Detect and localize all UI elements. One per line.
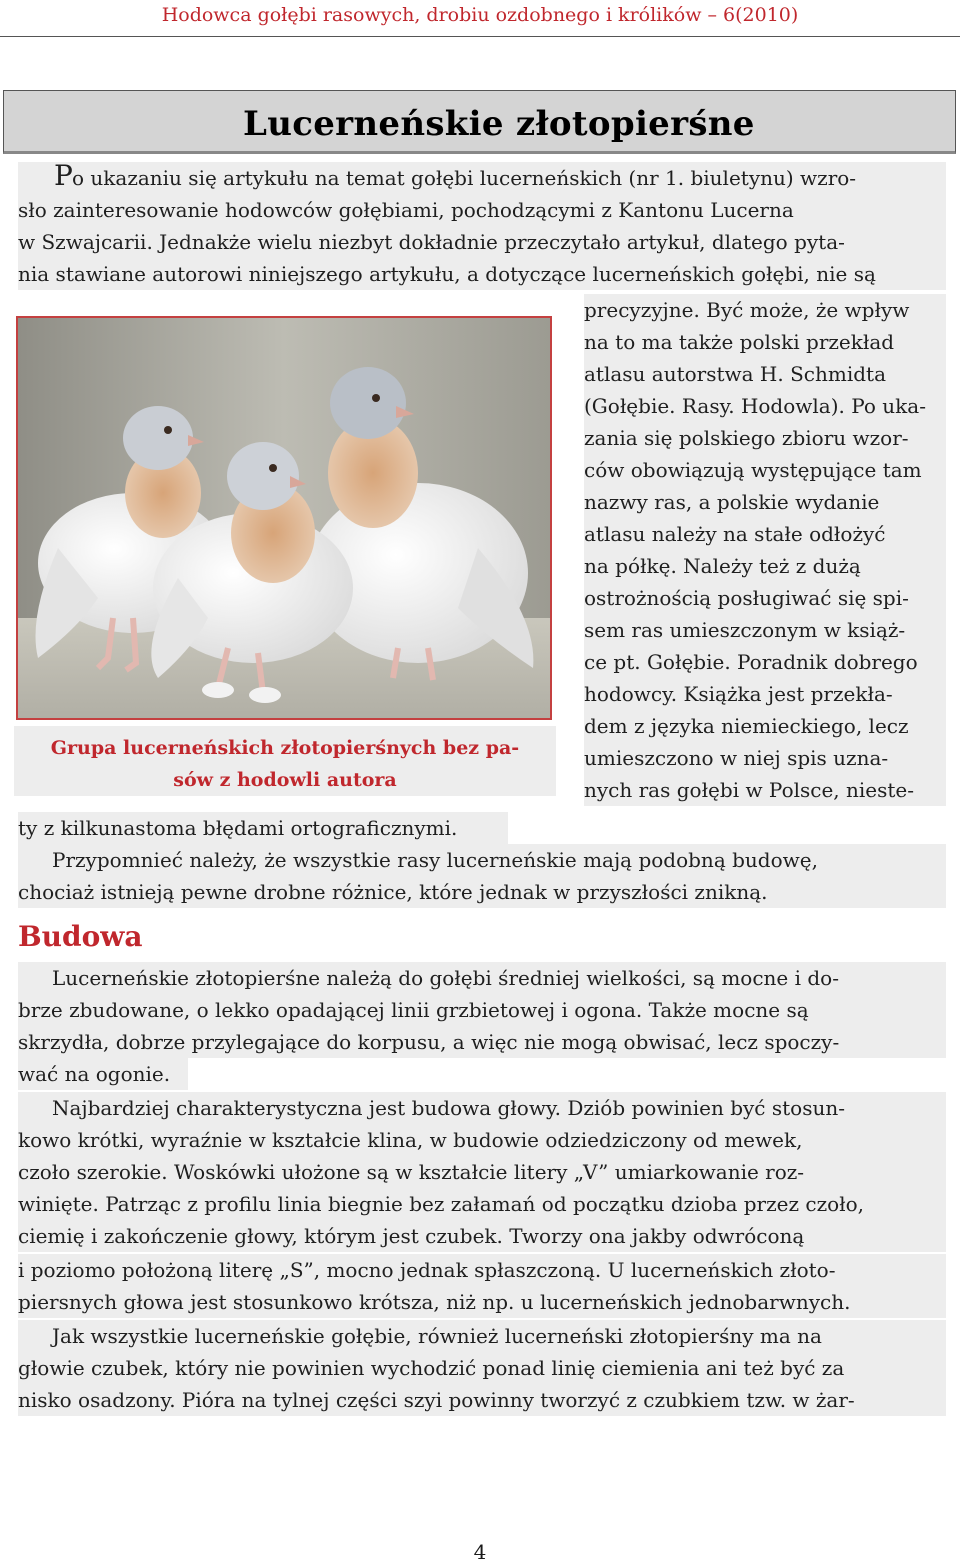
section-line-3: skrzydła, dobrze przylegające do korpusu, a więc nie mogą obwisać, lecz spoczy- [18, 1026, 946, 1058]
figure-caption [14, 732, 556, 796]
intro-line-4: nia stawiane autorowi niniejszego artykułu, a dotyczące lucerneńskich gołębi, nie są [18, 258, 946, 290]
column-line-4: (Gołębie. Rasy. Hodowla). Po uka- [584, 390, 946, 422]
section-line-8: winięte. Patrząc z profilu linia biegnie bez załamań od początku dzioba przez czoło, [18, 1188, 946, 1220]
section-line-11: piersnych głowa jest stosunkowo krótsza, niż np. u lucerneńskich jednobarwnych. [18, 1286, 946, 1318]
pigeons-photo [16, 316, 552, 720]
column-line-14: dem z języka niemieckiego, lecz [584, 710, 946, 742]
column-line-10: ostrożnością posługiwać się spi- [584, 582, 946, 614]
column-line-6: ców obowiązują występujące tam [584, 454, 946, 486]
section-line-12: Jak wszystkie lucerneńskie gołębie, również lucerneński złotopierśny ma na [18, 1320, 946, 1352]
section-line-5: Najbardziej charakterystyczna jest budowa głowy. Dziób powinien być stosun- [18, 1092, 946, 1124]
column-line-2: na to ma także polski przekład [584, 326, 946, 358]
after-figure-line-2: Przypomnieć należy, że wszystkie rasy lucerneńskie mają podobną budowę, [18, 844, 946, 876]
intro-line-1 [18, 159, 946, 194]
figure-caption-line-2: sów z hodowli autora [173, 769, 397, 791]
intro-line-3: w Szwajcarii. Jednakże wielu niezbyt dokładnie przeczytało artykuł, dlatego pyta- [18, 226, 946, 258]
column-line-8: atlasu należy na stałe odłożyć [584, 518, 946, 550]
header-rule [0, 36, 960, 37]
column-line-1: precyzyjne. Być może, że wpływ [584, 294, 946, 326]
intro-line-1-text: o ukazaniu się artykułu na temat gołębi lucerneńskich (nr 1. biuletynu) wzro- [72, 166, 857, 190]
section-line-7: czoło szerokie. Woskówki ułożone są w kształcie litery „V” umiarkowanie roz- [18, 1156, 946, 1188]
column-line-9: na półkę. Należy też z dużą [584, 550, 946, 582]
section-line-9: ciemię i zakończenie głowy, którym jest czubek. Tworzy ona jakby odwróconą [18, 1220, 946, 1252]
column-line-13: hodowcy. Książka jest przekła- [584, 678, 946, 710]
column-line-11: sem ras umieszczonym w książ- [584, 614, 946, 646]
column-line-12: ce pt. Gołębie. Poradnik dobrego [584, 646, 946, 678]
section-line-6: kowo krótki, wyraźnie w kształcie klina, w budowie odziedziczony od mewek, [18, 1124, 946, 1156]
section-line-13: głowie czubek, który nie powinien wychodzić ponad linię ciemienia ani też być za [18, 1352, 946, 1384]
column-line-5: zania się polskiego zbioru wzor- [584, 422, 946, 454]
section-line-14: nisko osadzony. Pióra na tylnej części szyi powinny tworzyć z czubkiem tzw. w żar- [18, 1384, 946, 1416]
section-line-2: brze zbudowane, o lekko opadającej linii grzbietowej i ogona. Także mocne są [18, 994, 946, 1026]
pigeons-photo-illustration [18, 318, 550, 718]
section-heading: Budowa [18, 920, 143, 953]
section-line-4: wać na ogonie. [18, 1058, 188, 1090]
column-line-16: nych ras gołębi w Polsce, nieste- [584, 774, 946, 806]
column-line-7: nazwy ras, a polskie wydanie [584, 486, 946, 518]
column-line-15: umieszczono w niej spis uzna- [584, 742, 946, 774]
after-figure-line-1: ty z kilkunastoma błędami ortograficznymi. [18, 812, 508, 844]
running-head: Hodowca gołębi rasowych, drobiu ozdobnego i królików – 6(2010) [161, 4, 799, 26]
figure-caption-line-1: Grupa lucerneńskich złotopierśnych bez pa- [50, 737, 520, 759]
column-line-3: atlasu autorstwa H. Schmidta [584, 358, 946, 390]
section-line-1: Lucerneńskie złotopierśne należą do gołębi średniej wielkości, są mocne i do- [18, 962, 946, 994]
section-line-10: i poziomo położoną literę „S”, mocno jednak spłaszczoną. U lucerneńskich złoto- [18, 1254, 946, 1286]
intro-line-2: sło zainteresowanie hodowców gołębiami, pochodzącymi z Kantonu Lucerna [18, 194, 946, 226]
page-number: 4 [473, 1540, 487, 1564]
after-figure-line-3: chociaż istnieją pewne drobne różnice, które jednak w przyszłości znikną. [18, 876, 946, 908]
intro-dropcap: P [54, 159, 73, 192]
article-title: Lucerneńskie złotopierśne [243, 104, 755, 144]
